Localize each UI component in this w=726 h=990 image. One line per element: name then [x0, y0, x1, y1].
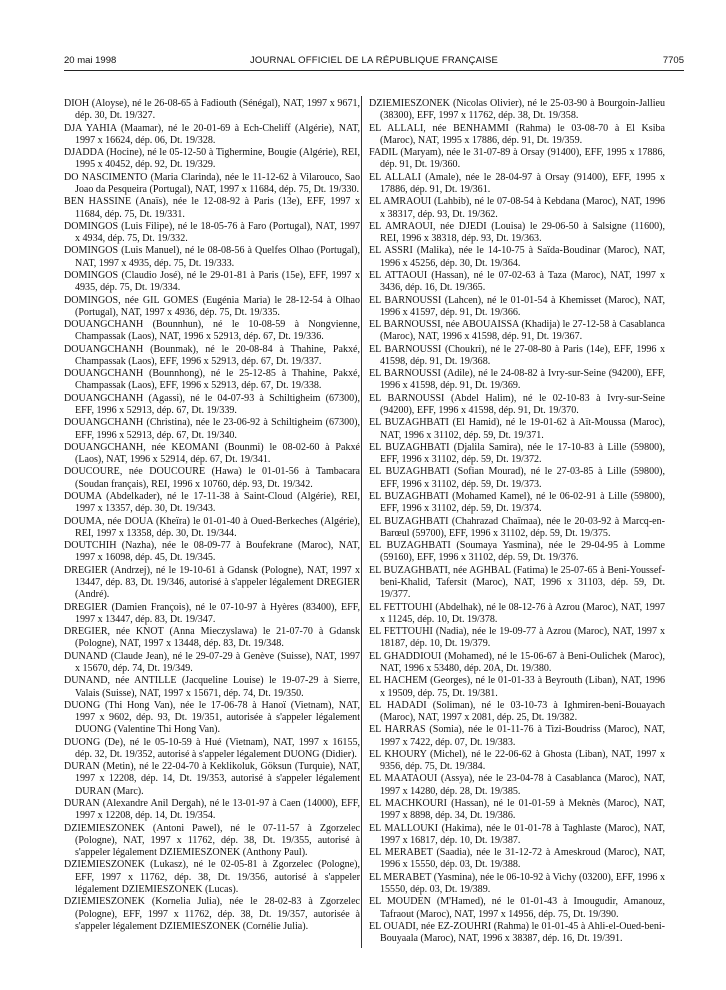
register-entry: EL BUZAGHBATI (Chahrazad Chaïmaa), née le 20-03-92 à Marcq-en-Barœul (59700), EFF, 1996 x 31102, dép. 59, Dt. 19/375. — [369, 515, 665, 539]
right-column — [369, 98, 665, 945]
register-entry: DZIEMIESZONEK (Nicolas Olivier), né le 25-03-90 à Bourgoin-Jallieu (38300), EFF, 1997 x 11762, dép. 38, Dt. 19/358. — [369, 98, 665, 122]
register-entry: EL BARNOUSSI (Lahcen), né le 01-01-54 à Khemisset (Maroc), NAT, 1996 x 41597, dép. 91, Dt. 19/366. — [369, 294, 665, 318]
register-entry: DJA YAHIA (Maamar), né le 20-01-69 à Ech-Cheliff (Algérie), NAT, 1997 x 16624, dép. 06, Dt. 19/328. — [64, 122, 360, 146]
register-entry: EL ALLALI (Amale), née le 28-04-97 à Orsay (91400), EFF, 1995 x 17886, dép. 91, Dt. 19/361. — [369, 171, 665, 195]
register-entry: EL AMRAOUI (Lahbib), né le 07-08-54 à Kebdana (Maroc), NAT, 1996 x 38317, dép. 93, Dt. 19/362. — [369, 196, 665, 220]
register-entry: EL GHADDIOUI (Mohamed), né le 15-06-67 à Beni-Oulichek (Maroc), NAT, 1996 x 53480, dép. 20A, Dt. 19/380. — [369, 650, 665, 674]
register-entry: EL BUZAGHBATI, née AGHBAL (Fatima) le 25-07-65 à Beni-Youssef-beni-Khalid, Tafersit (Maroc), NAT, 1996 x 31103, dép. 59, Dt. 19/377. — [369, 564, 665, 601]
register-entry: EL BUZAGHBATI (Mohamed Kamel), né le 06-02-91 à Lille (59800), EFF, 1996 x 31102, dép. 59, Dt. 19/374. — [369, 491, 665, 515]
register-entry: DOUMA (Abdelkader), né le 17-11-38 à Saint-Cloud (Algérie), REI, 1997 x 13357, dép. 30, Dt. 19/343. — [64, 491, 360, 515]
register-entry: EL OUADI, née EZ-ZOUHRI (Rahma) le 01-01-45 à Ahli-el-Oued-beni-Bouyaala (Maroc), NAT, 1996 x 38387, dép. 16, Dt. 19/391. — [369, 920, 665, 945]
register-entry: EL MOUDEN (M'Hamed), né le 01-01-43 à Imougudir, Amanouz, Tafraout (Maroc), NAT, 1997 x 14956, dép. 75, Dt. 19/390. — [369, 896, 665, 920]
register-entry: DOUANGCHANH (Bounmak), né le 20-08-84 à Thahine, Pakxé, Champassak (Laos), EFF, 1996 x 52913, dép. 67, Dt. 19/337. — [64, 343, 360, 367]
register-entry: EL MERABET (Saadia), née le 31-12-72 à Ameskroud (Maroc), NAT, 1996 x 15550, dép. 03, Dt. 19/388. — [369, 847, 665, 871]
register-entry: DOUANGCHANH (Bounnhong), né le 25-12-85 à Thahine, Pakxé, Champassak (Laos), EFF, 1996 x 52913, dép. 67, Dt. 19/338. — [64, 368, 360, 392]
register-entry: BEN HASSINE (Anaïs), née le 12-08-92 à Paris (13e), EFF, 1997 x 11684, dép. 75, Dt. 19/331. — [64, 196, 360, 220]
register-entry: DOMINGOS (Luis Filipe), né le 18-05-76 à Faro (Portugal), NAT, 1997 x 4934, dép. 75, Dt. 19/332. — [64, 220, 360, 245]
register-entry: EL MAATAOUI (Assya), née le 23-04-78 à Casablanca (Maroc), NAT, 1997 x 14280, dép. 28, Dt. 19/385. — [369, 773, 665, 797]
register-entry: DZIEMIESZONEK (Antoni Pawel), né le 07-11-57 à Zgorzelec (Pologne), NAT, 1997 x 11762, dép. 38, Dt. 19/355, autorisé à s'appeler légalement DZIEMIESZONEK (Anthony Paul). — [64, 822, 360, 859]
column-divider — [361, 96, 362, 948]
publication-date: 20 mai 1998 — [64, 55, 117, 66]
register-entry: DUONG (De), né le 05-10-59 à Hué (Vietnam), NAT, 1997 x 16155, dép. 32, Dt. 19/352, autorisé à s'appeler légalement DUONG (Didier). — [64, 736, 360, 760]
register-entry: DURAN (Metin), né le 22-04-70 à Keklikoluk, Göksun (Turquie), NAT, 1997 x 12208, dép. 14, Dt. 19/353, autorisé à s'appeler légalement DURAN (Marc). — [64, 761, 360, 797]
register-entry: EL BUZAGHBATI (Djalila Samira), née le 17-10-83 à Lille (59800), EFF, 1996 x 31102, dép. 59, Dt. 19/372. — [369, 441, 665, 466]
register-entry: EL BARNOUSSI (Adile), né le 24-08-82 à Ivry-sur-Seine (94200), EFF, 1996 x 41598, dép. 91, Dt. 19/369. — [369, 368, 665, 392]
register-entry: DOUANGCHANH, née KEOMANI (Bounmi) le 08-02-60 à Pakxé (Laos), NAT, 1996 x 52914, dép. 67, Dt. 19/341. — [64, 441, 360, 466]
register-entry: DOMINGOS, née GIL GOMES (Eugénia Maria) le 28-12-54 à Olhao (Portugal), NAT, 1997 x 4936, dép. 75, Dt. 19/335. — [64, 294, 360, 318]
header-rule — [64, 70, 684, 71]
register-entry: DZIEMIESZONEK (Lukasz), né le 02-05-81 à Zgorzelec (Pologne), EFF, 1997 x 11762, dép. 38, Dt. 19/356, autorisé à s'appeler légalement DZIEMIESZONEK (Lucas). — [64, 859, 360, 895]
register-entry: EL ALLALI, née BENHAMMI (Rahma) le 03-08-70 à El Ksiba (Maroc), NAT, 1995 x 17886, dép. 91, Dt. 19/359. — [369, 122, 665, 146]
register-entry: DREGIER (Andrzej), né le 19-10-61 à Gdansk (Pologne), NAT, 1997 x 13447, dép. 83, Dt. 19/346, autorisé à s'appeler légalement DREGIER (André). — [64, 564, 360, 601]
register-entry: EL HARRAS (Somia), née le 01-11-76 à Tizi-Boudriss (Maroc), NAT, 1997 x 7422, dép. 07, Dt. 19/383. — [369, 724, 665, 748]
register-entry: DOUANGCHANH (Agassi), né le 04-07-93 à Schiltigheim (67300), EFF, 1996 x 52913, dép. 67, Dt. 19/339. — [64, 392, 360, 417]
register-entry: EL AMRAOUI, née DJEDI (Louisa) le 29-06-50 à Salsigne (11600), REI, 1996 x 38318, dép. 93, Dt. 19/363. — [369, 220, 665, 245]
register-entry: EL FETTOUHI (Nadia), née le 19-09-77 à Azrou (Maroc), NAT, 1997 x 18187, dép. 10, Dt. 19/379. — [369, 626, 665, 650]
register-entry: EL ASSRI (Malika), née le 14-10-75 à Saïda-Boudinar (Maroc), NAT, 1996 x 45256, dép. 30, Dt. 19/364. — [369, 245, 665, 269]
register-entry: EL HADADI (Soliman), né le 03-10-73 à Ighmiren-beni-Bouayach (Maroc), NAT, 1997 x 2081, dép. 25, Dt. 19/382. — [369, 699, 665, 724]
register-entry: EL ATTAOUI (Hassan), né le 07-02-63 à Taza (Maroc), NAT, 1997 x 3436, dép. 16, Dt. 19/365. — [369, 269, 665, 294]
register-entry: DO NASCIMENTO (Maria Clarinda), née le 11-12-62 à Vilarouco, Sao Joao da Pesqueira (Portugal), NAT, 1997 x 11684, dép. 75, Dt. 19/330. — [64, 171, 360, 195]
register-entry: EL BUZAGHBATI (El Hamid), né le 19-01-62 à Aït-Moussa (Maroc), NAT, 1996 x 31102, dép. 59, Dt. 19/371. — [369, 417, 665, 441]
register-entry: DOUCOURE, née DOUCOURE (Hawa) le 01-01-56 à Tambacara (Soudan français), REI, 1996 x 10760, dép. 93, Dt. 19/342. — [64, 466, 360, 490]
register-entry: EL BARNOUSSI, née ABOUAISSA (Khadija) le 27-12-58 à Casablanca (Maroc), NAT, 1996 x 41598, dép. 91, Dt. 19/367. — [369, 319, 665, 343]
register-entry: DOUTCHIH (Nazha), née le 08-09-77 à Boufekrane (Maroc), NAT, 1997 x 16098, dép. 45, Dt. 19/345. — [64, 540, 360, 564]
register-entry: EL BARNOUSSI (Choukri), né le 27-08-80 à Paris (14e), EFF, 1996 x 41598, dép. 91, Dt. 19/368. — [369, 343, 665, 367]
register-entry: DOMINGOS (Luis Manuel), né le 08-08-56 à Quelfes Olhao (Portugal), NAT, 1997 x 4935, dép. 75, Dt. 19/333. — [64, 245, 360, 269]
register-entry: DOMINGOS (Claudio José), né le 29-01-81 à Paris (15e), EFF, 1997 x 4935, dép. 75, Dt. 19/334. — [64, 269, 360, 294]
register-entry: EL BUZAGHBATI (Sofian Mourad), né le 27-03-85 à Lille (59800), EFF, 1996 x 31102, dép. 59, Dt. 19/373. — [369, 466, 665, 490]
register-entry: DUNAND (Claude Jean), né le 29-07-29 à Genève (Suisse), NAT, 1997 x 15670, dép. 74, Dt. 19/349. — [64, 650, 360, 674]
register-entry: DUONG (Thi Hong Van), née le 17-06-78 à Hanoï (Vietnam), NAT, 1997 x 9602, dép. 93, Dt. 19/351, autorisée à s'appeler légalement DUONG (Valentine Thi Hong Van). — [64, 699, 360, 736]
register-entry: EL MALLOUKI (Hakima), née le 01-01-78 à Taghlaste (Maroc), NAT, 1997 x 16817, dép. 10, Dt. 19/387. — [369, 822, 665, 846]
register-entry: DOUANGCHANH (Bounnhun), né le 10-08-59 à Nongvienne, Champassak (Laos), NAT, 1996 x 52913, dép. 67, Dt. 19/336. — [64, 319, 360, 343]
register-entry: DZIEMIESZONEK (Kornelia Julia), née le 28-02-83 à Zgorzelec (Pologne), EFF, 1997 x 11762, dép. 38, Dt. 19/357, autorisée à s'appeler légalement DZIEMIESZONEK (Cornélie Julia). — [64, 896, 360, 932]
register-entry: FADIL (Maryam), née le 31-07-89 à Orsay (91400), EFF, 1995 x 17886, dép. 91, Dt. 19/360. — [369, 147, 665, 171]
register-entry: DOUANGCHANH (Christina), née le 23-06-92 à Schiltigheim (67300), EFF, 1996 x 52913, dép. 67, Dt. 19/340. — [64, 417, 360, 441]
register-entry: EL BARNOUSSI (Abdel Halim), né le 02-10-83 à Ivry-sur-Seine (94200), EFF, 1996 x 41598, dép. 91, Dt. 19/370. — [369, 392, 665, 417]
register-entry: EL FETTOUHI (Abdelhak), né le 08-12-76 à Azrou (Maroc), NAT, 1997 x 11245, dép. 10, Dt. 19/378. — [369, 601, 665, 625]
register-entry: DUNAND, née ANTILLE (Jacqueline Louise) le 19-07-29 à Sierre, Valais (Suisse), NAT, 1997 x 15671, dép. 74, Dt. 19/350. — [64, 675, 360, 699]
register-entry: EL BUZAGHBATI (Soumaya Yasmina), née le 29-04-95 à Lomme (59160), EFF, 1996 x 31102, dép. 59, Dt. 19/376. — [369, 540, 665, 564]
register-entry: EL MERABET (Yasmina), née le 06-10-92 à Vichy (03200), EFF, 1996 x 15550, dép. 03, Dt. 19/389. — [369, 871, 665, 895]
register-entry: EL KHOURY (Michel), né le 22-06-62 à Ghosta (Liban), NAT, 1997 x 9356, dép. 75, Dt. 19/384. — [369, 748, 665, 773]
page-number: 7705 — [662, 55, 684, 66]
register-entry: DREGIER (Damien François), né le 07-10-97 à Hyères (83400), EFF, 1997 x 13447, dép. 83, Dt. 19/347. — [64, 601, 360, 625]
register-entry: DJADDA (Hocine), né le 05-12-50 à Tighermine, Bougie (Algérie), REI, 1995 x 40452, dép. 92, Dt. 19/329. — [64, 147, 360, 171]
register-entry: DURAN (Alexandre Anil Dergah), né le 13-01-97 à Caen (14000), EFF, 1997 x 12208, dép. 14, Dt. 19/354. — [64, 798, 360, 822]
journal-title: JOURNAL OFFICIEL DE LA RÉPUBLIQUE FRANÇAISE — [249, 55, 499, 66]
register-entry: EL MACHKOURI (Hassan), né le 01-01-59 à Meknès (Maroc), NAT, 1997 x 8898, dép. 34, Dt. 19/386. — [369, 798, 665, 822]
page-header — [64, 55, 684, 69]
register-entry: DIOH (Aloyse), né le 26-08-65 à Fadiouth (Sénégal), NAT, 1997 x 9671, dép. 30, Dt. 19/327. — [64, 98, 360, 122]
register-entry: DOUMA, née DOUA (Kheïra) le 01-01-40 à Oued-Berkeches (Algérie), REI, 1997 x 13358, dép. 30, Dt. 19/344. — [64, 515, 360, 539]
left-column — [64, 98, 360, 933]
register-entry: DREGIER, née KNOT (Anna Mieczyslawa) le 21-07-70 à Gdansk (Pologne), NAT, 1997 x 13448, dép. 83, Dt. 19/348. — [64, 626, 360, 650]
register-entry: EL HACHEM (Georges), né le 01-01-33 à Beyrouth (Liban), NAT, 1996 x 19509, dép. 75, Dt. 19/381. — [369, 675, 665, 699]
